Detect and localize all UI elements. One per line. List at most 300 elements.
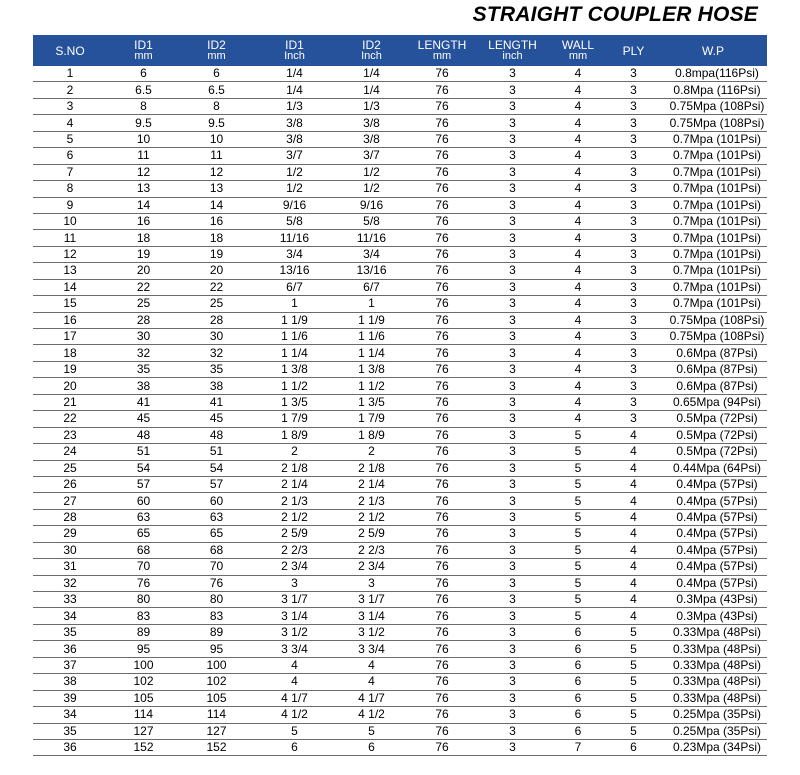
- cell-length-inch: 3: [477, 246, 548, 262]
- cell-wall-mm: 4: [548, 164, 608, 180]
- cell-wall-mm: 7: [548, 739, 608, 755]
- cell-id1-mm: 6.5: [107, 82, 180, 98]
- table-row: [33, 723, 767, 739]
- cell-id2-inch: 1 7/9: [336, 411, 407, 427]
- cell-id1-inch: 13/16: [253, 263, 336, 279]
- cell-length-mm: 76: [407, 131, 477, 147]
- cell-sno: 38: [33, 674, 107, 690]
- cell-id2-mm: 8: [180, 98, 253, 114]
- cell-id1-inch: 3/4: [253, 246, 336, 262]
- column-header-wp: [659, 35, 767, 66]
- cell-id2-inch: 3/7: [336, 148, 407, 164]
- table-row: [33, 66, 767, 82]
- cell-length-inch: 3: [477, 82, 548, 98]
- cell-id2-inch: 1/2: [336, 164, 407, 180]
- cell-id2-inch: 1 3/5: [336, 394, 407, 410]
- cell-id2-inch: 1/3: [336, 98, 407, 114]
- cell-length-inch: 3: [477, 181, 548, 197]
- cell-wall-mm: 4: [548, 394, 608, 410]
- cell-wp: 0.7Mpa (101Psi): [659, 148, 767, 164]
- cell-id2-mm: 6.5: [180, 82, 253, 98]
- cell-id1-mm: 68: [107, 542, 180, 558]
- column-header-id2-inch: [336, 35, 407, 66]
- table-row: [33, 296, 767, 312]
- cell-id1-inch: 2 5/9: [253, 526, 336, 542]
- cell-sno: 20: [33, 378, 107, 394]
- cell-id2-inch: 1 1/2: [336, 378, 407, 394]
- cell-wp: 0.33Mpa (48Psi): [659, 641, 767, 657]
- cell-wall-mm: 5: [548, 542, 608, 558]
- cell-length-mm: 76: [407, 493, 477, 509]
- cell-id1-inch: 1 1/6: [253, 329, 336, 345]
- cell-id2-mm: 80: [180, 592, 253, 608]
- cell-wall-mm: 5: [548, 526, 608, 542]
- cell-id2-inch: 6/7: [336, 279, 407, 295]
- table-row: [33, 329, 767, 345]
- cell-length-inch: 3: [477, 509, 548, 525]
- cell-id1-mm: 83: [107, 608, 180, 624]
- cell-ply: 5: [608, 723, 659, 739]
- cell-wp: 0.7Mpa (101Psi): [659, 246, 767, 262]
- cell-id2-inch: 3/8: [336, 131, 407, 147]
- table-row: [33, 246, 767, 262]
- page-title: STRAIGHT COUPLER HOSE: [472, 3, 758, 26]
- table-row: [33, 444, 767, 460]
- cell-id1-inch: 1/2: [253, 181, 336, 197]
- cell-wp: 0.7Mpa (101Psi): [659, 131, 767, 147]
- cell-ply: 3: [608, 263, 659, 279]
- table-row: [33, 345, 767, 361]
- column-header-label: LENGTH: [417, 38, 467, 52]
- cell-wp: 0.75Mpa (108Psi): [659, 115, 767, 131]
- table-row: [33, 213, 767, 229]
- cell-ply: 4: [608, 526, 659, 542]
- cell-length-inch: 3: [477, 427, 548, 443]
- cell-id1-inch: 11/16: [253, 230, 336, 246]
- cell-id1-inch: 2 1/8: [253, 460, 336, 476]
- column-header-unit: mm: [568, 50, 588, 62]
- cell-id2-inch: 3/8: [336, 115, 407, 131]
- cell-length-inch: 3: [477, 394, 548, 410]
- cell-id2-mm: 70: [180, 559, 253, 575]
- column-header-label: ID1: [285, 38, 304, 52]
- cell-id1-inch: 2 1/2: [253, 509, 336, 525]
- cell-sno: 37: [33, 657, 107, 673]
- cell-id1-inch: 1 1/4: [253, 345, 336, 361]
- cell-wp: 0.5Mpa (72Psi): [659, 427, 767, 443]
- cell-ply: 3: [608, 148, 659, 164]
- cell-length-inch: 3: [477, 674, 548, 690]
- cell-id2-mm: 11: [180, 148, 253, 164]
- cell-id1-inch: 2 1/4: [253, 476, 336, 492]
- cell-length-inch: 3: [477, 559, 548, 575]
- cell-ply: 5: [608, 624, 659, 640]
- cell-length-mm: 76: [407, 624, 477, 640]
- cell-length-mm: 76: [407, 674, 477, 690]
- cell-id1-mm: 14: [107, 197, 180, 213]
- cell-wp: 0.7Mpa (101Psi): [659, 296, 767, 312]
- cell-ply: 3: [608, 66, 659, 82]
- cell-id1-inch: 2: [253, 444, 336, 460]
- cell-wall-mm: 4: [548, 263, 608, 279]
- column-header-label: ID2: [207, 38, 226, 52]
- cell-wp: 0.4Mpa (57Psi): [659, 493, 767, 509]
- cell-wp: 0.7Mpa (101Psi): [659, 263, 767, 279]
- cell-ply: 5: [608, 707, 659, 723]
- cell-ply: 3: [608, 279, 659, 295]
- cell-id2-inch: 1 1/6: [336, 329, 407, 345]
- cell-id1-inch: 1 7/9: [253, 411, 336, 427]
- cell-id1-inch: 3 1/2: [253, 624, 336, 640]
- cell-wall-mm: 4: [548, 98, 608, 114]
- cell-length-mm: 76: [407, 739, 477, 755]
- cell-sno: 36: [33, 641, 107, 657]
- cell-length-inch: 3: [477, 739, 548, 755]
- cell-length-inch: 3: [477, 690, 548, 706]
- cell-length-inch: 3: [477, 230, 548, 246]
- table-row: [33, 427, 767, 443]
- cell-id2-inch: 2 1/8: [336, 460, 407, 476]
- cell-wall-mm: 4: [548, 361, 608, 377]
- cell-length-mm: 76: [407, 411, 477, 427]
- cell-id1-mm: 70: [107, 559, 180, 575]
- cell-length-inch: 3: [477, 329, 548, 345]
- cell-length-inch: 3: [477, 345, 548, 361]
- cell-id1-mm: 9.5: [107, 115, 180, 131]
- cell-length-mm: 76: [407, 608, 477, 624]
- cell-ply: 3: [608, 296, 659, 312]
- cell-wall-mm: 6: [548, 674, 608, 690]
- cell-length-inch: 3: [477, 98, 548, 114]
- cell-id2-mm: 152: [180, 739, 253, 755]
- cell-sno: 3: [33, 98, 107, 114]
- cell-length-mm: 76: [407, 296, 477, 312]
- cell-length-mm: 76: [407, 592, 477, 608]
- cell-length-mm: 76: [407, 723, 477, 739]
- column-header-unit: Inch: [361, 50, 382, 62]
- cell-id1-inch: 5/8: [253, 213, 336, 229]
- table-row: [33, 394, 767, 410]
- cell-id1-inch: 4: [253, 674, 336, 690]
- cell-length-inch: 3: [477, 148, 548, 164]
- table-row: [33, 690, 767, 706]
- cell-wall-mm: 5: [548, 493, 608, 509]
- cell-wall-mm: 5: [548, 476, 608, 492]
- cell-length-inch: 3: [477, 312, 548, 328]
- cell-length-mm: 76: [407, 509, 477, 525]
- cell-ply: 4: [608, 493, 659, 509]
- cell-id1-mm: 65: [107, 526, 180, 542]
- cell-id1-inch: 1/4: [253, 82, 336, 98]
- cell-length-mm: 76: [407, 312, 477, 328]
- cell-ply: 5: [608, 674, 659, 690]
- cell-length-mm: 76: [407, 444, 477, 460]
- cell-length-inch: 3: [477, 361, 548, 377]
- cell-ply: 3: [608, 181, 659, 197]
- cell-id2-mm: 35: [180, 361, 253, 377]
- cell-id1-mm: 35: [107, 361, 180, 377]
- cell-length-inch: 3: [477, 444, 548, 460]
- cell-length-mm: 76: [407, 394, 477, 410]
- cell-id2-inch: 4: [336, 674, 407, 690]
- cell-id2-inch: 2 2/3: [336, 542, 407, 558]
- column-header-unit: mm: [207, 50, 226, 62]
- cell-sno: 2: [33, 82, 107, 98]
- cell-id2-mm: 57: [180, 476, 253, 492]
- cell-length-mm: 76: [407, 542, 477, 558]
- cell-wp: 0.7Mpa (101Psi): [659, 197, 767, 213]
- cell-ply: 3: [608, 312, 659, 328]
- table-row: [33, 98, 767, 114]
- cell-sno: 31: [33, 559, 107, 575]
- cell-wall-mm: 5: [548, 592, 608, 608]
- cell-wall-mm: 6: [548, 657, 608, 673]
- cell-sno: 15: [33, 296, 107, 312]
- cell-ply: 4: [608, 592, 659, 608]
- cell-id2-inch: 9/16: [336, 197, 407, 213]
- cell-id2-inch: 4 1/2: [336, 707, 407, 723]
- cell-length-mm: 76: [407, 246, 477, 262]
- cell-wall-mm: 4: [548, 246, 608, 262]
- cell-sno: 6: [33, 148, 107, 164]
- cell-id2-inch: 5: [336, 723, 407, 739]
- cell-wall-mm: 5: [548, 460, 608, 476]
- table-row: [33, 460, 767, 476]
- cell-id2-mm: 6: [180, 66, 253, 82]
- cell-wp: 0.8mpa(116Psi): [659, 66, 767, 82]
- cell-id1-inch: 1 3/8: [253, 361, 336, 377]
- table-row: [33, 378, 767, 394]
- cell-id1-mm: 152: [107, 739, 180, 755]
- cell-id1-inch: 9/16: [253, 197, 336, 213]
- cell-id2-mm: 20: [180, 263, 253, 279]
- cell-id2-inch: 1 1/9: [336, 312, 407, 328]
- cell-id2-mm: 83: [180, 608, 253, 624]
- cell-length-inch: 3: [477, 542, 548, 558]
- cell-sno: 9: [33, 197, 107, 213]
- cell-length-inch: 3: [477, 279, 548, 295]
- cell-id2-inch: 6: [336, 739, 407, 755]
- cell-id1-inch: 1/2: [253, 164, 336, 180]
- cell-sno: 18: [33, 345, 107, 361]
- cell-length-mm: 76: [407, 115, 477, 131]
- cell-length-mm: 76: [407, 66, 477, 82]
- cell-ply: 3: [608, 394, 659, 410]
- cell-id1-mm: 20: [107, 263, 180, 279]
- table-row: [33, 624, 767, 640]
- cell-sno: 35: [33, 723, 107, 739]
- cell-ply: 3: [608, 345, 659, 361]
- cell-sno: 21: [33, 394, 107, 410]
- cell-wp: 0.33Mpa (48Psi): [659, 657, 767, 673]
- column-header-wall-mm: [548, 35, 608, 66]
- cell-ply: 3: [608, 197, 659, 213]
- table-row: [33, 115, 767, 131]
- cell-id2-mm: 25: [180, 296, 253, 312]
- cell-id2-inch: 1/4: [336, 82, 407, 98]
- table-row: [33, 526, 767, 542]
- cell-id2-mm: 28: [180, 312, 253, 328]
- cell-id1-inch: 1/4: [253, 66, 336, 82]
- cell-id2-inch: 1 1/4: [336, 345, 407, 361]
- cell-length-inch: 3: [477, 641, 548, 657]
- cell-sno: 16: [33, 312, 107, 328]
- cell-id1-mm: 18: [107, 230, 180, 246]
- table-row: [33, 197, 767, 213]
- column-header-sno: [33, 35, 107, 66]
- cell-wall-mm: 4: [548, 181, 608, 197]
- cell-id2-inch: 1: [336, 296, 407, 312]
- cell-id1-mm: 102: [107, 674, 180, 690]
- cell-wall-mm: 6: [548, 641, 608, 657]
- cell-length-mm: 76: [407, 575, 477, 591]
- cell-id1-mm: 51: [107, 444, 180, 460]
- cell-length-inch: 3: [477, 707, 548, 723]
- cell-ply: 3: [608, 164, 659, 180]
- cell-wall-mm: 4: [548, 66, 608, 82]
- cell-length-mm: 76: [407, 690, 477, 706]
- cell-wp: 0.5Mpa (72Psi): [659, 411, 767, 427]
- cell-sno: 29: [33, 526, 107, 542]
- table-row: [33, 230, 767, 246]
- cell-length-mm: 76: [407, 181, 477, 197]
- cell-wp: 0.3Mpa (43Psi): [659, 592, 767, 608]
- cell-wall-mm: 6: [548, 690, 608, 706]
- table-row: [33, 657, 767, 673]
- cell-wp: 0.4Mpa (57Psi): [659, 526, 767, 542]
- cell-id1-mm: 48: [107, 427, 180, 443]
- cell-wall-mm: 4: [548, 148, 608, 164]
- cell-ply: 4: [608, 559, 659, 575]
- cell-id1-inch: 3/7: [253, 148, 336, 164]
- table-row: [33, 641, 767, 657]
- table-row: [33, 707, 767, 723]
- cell-ply: 4: [608, 542, 659, 558]
- cell-wp: 0.7Mpa (101Psi): [659, 164, 767, 180]
- cell-id2-mm: 41: [180, 394, 253, 410]
- cell-length-mm: 76: [407, 657, 477, 673]
- cell-length-mm: 76: [407, 361, 477, 377]
- column-header-label: PLY: [622, 43, 645, 58]
- table-row: [33, 592, 767, 608]
- cell-wall-mm: 5: [548, 575, 608, 591]
- cell-wall-mm: 4: [548, 378, 608, 394]
- cell-length-inch: 3: [477, 164, 548, 180]
- cell-length-inch: 3: [477, 66, 548, 82]
- cell-sno: 19: [33, 361, 107, 377]
- cell-id2-inch: 1/4: [336, 66, 407, 82]
- cell-length-mm: 76: [407, 279, 477, 295]
- cell-ply: 4: [608, 476, 659, 492]
- cell-length-mm: 76: [407, 476, 477, 492]
- table-row: [33, 263, 767, 279]
- cell-wall-mm: 4: [548, 279, 608, 295]
- cell-length-inch: 3: [477, 411, 548, 427]
- cell-wp: 0.65Mpa (94Psi): [659, 394, 767, 410]
- cell-id1-mm: 30: [107, 329, 180, 345]
- cell-sno: 8: [33, 181, 107, 197]
- cell-wp: 0.33Mpa (48Psi): [659, 674, 767, 690]
- cell-wp: 0.75Mpa (108Psi): [659, 98, 767, 114]
- cell-length-inch: 3: [477, 476, 548, 492]
- cell-sno: 11: [33, 230, 107, 246]
- cell-wp: 0.6Mpa (87Psi): [659, 378, 767, 394]
- cell-wall-mm: 5: [548, 559, 608, 575]
- cell-wall-mm: 5: [548, 427, 608, 443]
- cell-length-mm: 76: [407, 82, 477, 98]
- cell-wall-mm: 6: [548, 707, 608, 723]
- cell-id1-mm: 10: [107, 131, 180, 147]
- cell-length-inch: 3: [477, 213, 548, 229]
- cell-wall-mm: 4: [548, 115, 608, 131]
- cell-id2-mm: 45: [180, 411, 253, 427]
- cell-length-mm: 76: [407, 263, 477, 279]
- cell-sno: 7: [33, 164, 107, 180]
- column-header-unit: mm: [134, 50, 153, 62]
- column-header-length-inch: [477, 35, 548, 66]
- cell-id1-inch: 2 2/3: [253, 542, 336, 558]
- cell-length-inch: 3: [477, 131, 548, 147]
- cell-wp: 0.8Mpa (116Psi): [659, 82, 767, 98]
- cell-id1-mm: 89: [107, 624, 180, 640]
- cell-wall-mm: 4: [548, 411, 608, 427]
- cell-id2-inch: 2 5/9: [336, 526, 407, 542]
- table-row: [33, 148, 767, 164]
- cell-wall-mm: 4: [548, 312, 608, 328]
- cell-id2-mm: 76: [180, 575, 253, 591]
- table-row: [33, 739, 767, 755]
- cell-id2-mm: 51: [180, 444, 253, 460]
- cell-ply: 4: [608, 509, 659, 525]
- cell-id1-mm: 105: [107, 690, 180, 706]
- table-row: [33, 164, 767, 180]
- cell-id2-mm: 18: [180, 230, 253, 246]
- cell-id1-inch: 3 1/7: [253, 592, 336, 608]
- cell-sno: 34: [33, 608, 107, 624]
- column-header-unit: Inch: [284, 50, 305, 62]
- cell-id2-mm: 13: [180, 181, 253, 197]
- cell-wp: 0.4Mpa (57Psi): [659, 542, 767, 558]
- cell-sno: 35: [33, 624, 107, 640]
- cell-id1-inch: 1 1/2: [253, 378, 336, 394]
- cell-id2-inch: 4 1/7: [336, 690, 407, 706]
- column-header-label: ID2: [362, 38, 381, 52]
- cell-sno: 25: [33, 460, 107, 476]
- cell-id1-inch: 3/8: [253, 115, 336, 131]
- cell-id2-inch: 4: [336, 657, 407, 673]
- cell-id1-inch: 4 1/2: [253, 707, 336, 723]
- cell-length-inch: 3: [477, 575, 548, 591]
- cell-id2-mm: 54: [180, 460, 253, 476]
- table-row: [33, 411, 767, 427]
- cell-wall-mm: 4: [548, 230, 608, 246]
- table-row: [33, 312, 767, 328]
- cell-id1-mm: 60: [107, 493, 180, 509]
- cell-length-inch: 3: [477, 378, 548, 394]
- cell-id1-inch: 6: [253, 739, 336, 755]
- cell-wp: 0.5Mpa (72Psi): [659, 444, 767, 460]
- cell-wp: 0.33Mpa (48Psi): [659, 690, 767, 706]
- cell-id2-mm: 48: [180, 427, 253, 443]
- cell-id1-inch: 2 3/4: [253, 559, 336, 575]
- cell-wp: 0.7Mpa (101Psi): [659, 279, 767, 295]
- table-row: [33, 509, 767, 525]
- cell-id2-mm: 102: [180, 674, 253, 690]
- cell-id1-mm: 38: [107, 378, 180, 394]
- cell-id1-mm: 127: [107, 723, 180, 739]
- cell-length-mm: 76: [407, 641, 477, 657]
- cell-id2-inch: 5/8: [336, 213, 407, 229]
